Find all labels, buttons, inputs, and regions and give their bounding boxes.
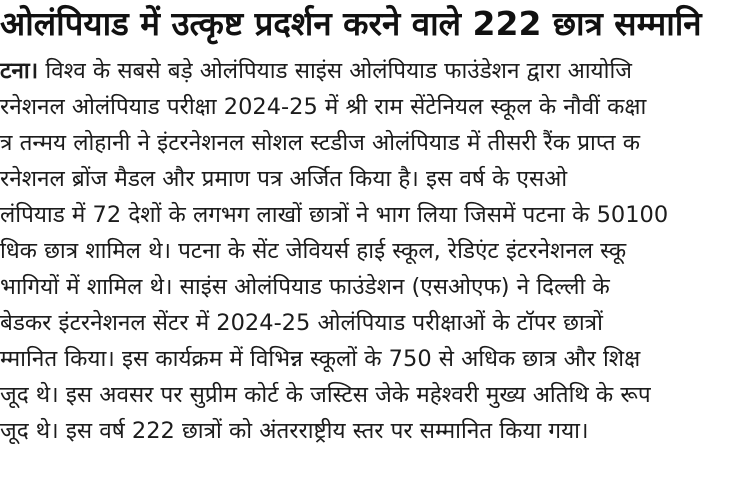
- article-line: म्मानित किया। इस कार्यक्रम में विभिन्न स्कूलों के 750 से अधिक छात्र और शिक्ष: [0, 346, 641, 372]
- article-line: त्र तन्मय लोहानी ने इंटरनेशनल सोशल स्टडीज ओलंपियाड में तीसरी रैंक प्राप्त क: [0, 130, 641, 156]
- article-line: बेडकर इंटरनेशनल सेंटर में 2024-25 ओलंपियाड परीक्षाओं के टॉपर छात्रों: [0, 310, 603, 336]
- article-dateline: टना।: [0, 58, 39, 84]
- article-line: लंपियाड में 72 देशों के लगभग लाखों छात्रों ने भाग लिया जिसमें पटना के 50100: [0, 202, 669, 228]
- article-line: रनेशनल ओलंपियाड परीक्षा 2024-25 में श्री राम सेंटेनियल स्कूल के नौवीं कक्षा: [0, 94, 647, 120]
- article-line: जूद थे। इस वर्ष 222 छात्रों को अंतरराष्ट्रीय स्तर पर सम्मानित किया गया।: [0, 418, 589, 444]
- article-line: धिक छात्र शामिल थे। पटना के सेंट जेवियर्स हाई स्कूल, रेडिएंट इंटरनेशनल स्कू: [0, 238, 627, 264]
- article-line: जूद थे। इस अवसर पर सुप्रीम कोर्ट के जस्टिस जेके महेश्वरी मुख्य अतिथि के रूप: [0, 382, 651, 408]
- article-line: रनेशनल ब्रोंज मैडल और प्रमाण पत्र अर्जित किया है। इस वर्ष के एसओ: [0, 166, 568, 192]
- article-line: भागियों में शामिल थे। साइंस ओलंपियाड फाउंडेशन (एसओएफ) ने दिल्ली के: [0, 274, 610, 300]
- article-line: [0, 54, 632, 88]
- article-line-text: विश्व के सबसे बड़े ओलंपियाड साइंस ओलंपियाड फाउंडेशन द्वारा आयोजि: [45, 58, 632, 84]
- article-headline: ओलंपियाड में उत्कृष्ट प्रदर्शन करने वाले 222 छात्र सम्मानि: [0, 4, 702, 43]
